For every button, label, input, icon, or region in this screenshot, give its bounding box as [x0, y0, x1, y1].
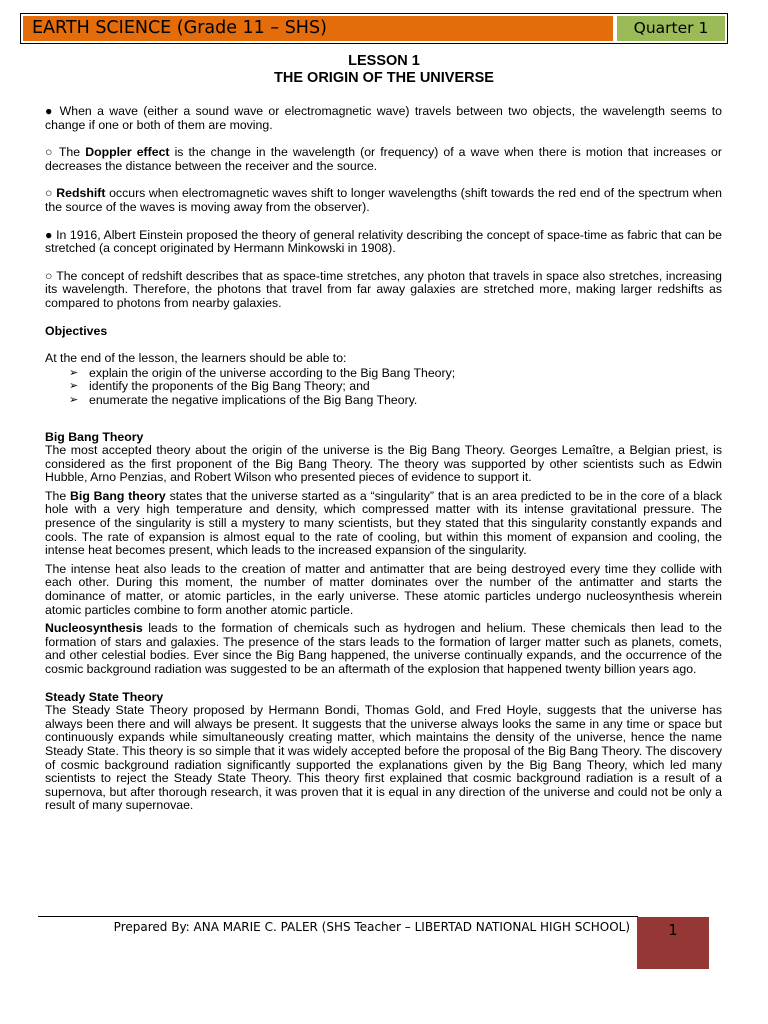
- big-bang-paragraph-4: Nucleosynthesis leads to the formation of chemicals such as hydrogen and helium. These chemicals then lead to the formation of stars and galaxies. The presence of the stars leads to the formation of larger matter such as planets, comets, and other celestial bodies. Ever since the Big Bang happened, the universe continually expands, and the occurrence of the cosmic background radiation was suggested to be an aftermath of the explosion that happened twenty billion years ago.: [45, 621, 722, 676]
- document-header: [20, 13, 728, 44]
- arrow-bullet-icon: ➢: [69, 380, 79, 393]
- page-number: 1: [637, 917, 709, 969]
- big-bang-heading: Big Bang Theory: [45, 429, 144, 444]
- objectives-lead: At the end of the lesson, the learners should be able to:: [45, 351, 347, 366]
- prepared-by: Prepared By: ANA MARIE C. PALER (SHS Teacher – LIBERTAD NATIONAL HIGH SCHOOL): [113, 920, 630, 934]
- term-nucleosynthesis: Nucleosynthesis: [45, 621, 143, 636]
- intro-paragraph-3: ○ Redshift occurs when electromagnetic waves shift to longer wavelengths (shift towards the red end of the spectrum when the source of the waves is moving away from the observer).: [45, 186, 722, 214]
- big-bang-paragraph-2: The Big Bang theory states that the universe started as a “singularity” that is an area predicted to be in the core of a black hole with a very high temperature and density, which compressed matter with its intense gravitational pressure. The presence of the singularity is still a mystery to many scientists, but they stated that this singularity constantly expands and cools. The rate of expansion is almost equal to the rate of cooling, but within this moment of expansion and cooling, the intense heat becomes present, which leads to the increased expansion of the singularity.: [45, 488, 723, 558]
- term-redshift: Redshift: [56, 186, 106, 201]
- arrow-bullet-icon: ➢: [69, 393, 79, 406]
- quarter-label: Quarter 1: [617, 16, 725, 41]
- intro-paragraph-4: ● In 1916, Albert Einstein proposed the theory of general relativity describing the concept of space-time as fabric that can be stretched (a concept originated by Hermann Minkowski in 1908).: [45, 227, 722, 256]
- bullet-hollow-icon: ○: [45, 186, 53, 201]
- subject-title: EARTH SCIENCE (Grade 11 – SHS): [23, 16, 613, 41]
- lesson-body: [45, 105, 722, 827]
- footer-divider: [38, 916, 638, 917]
- intro-paragraph-2: ○ The Doppler effect is the change in the wavelength (or frequency) of a wave when there is motion that increases or decreases the distance between the receiver and the source.: [45, 145, 722, 173]
- lesson-title: THE ORIGIN OF THE UNIVERSE: [274, 70, 494, 86]
- bullet-hollow-icon: ○: [45, 145, 55, 160]
- objectives-heading: Objectives: [45, 323, 108, 338]
- bullet-hollow-icon: ○: [45, 268, 53, 283]
- big-bang-paragraph-3: The intense heat also leads to the creation of matter and antimatter that are being destroyed every time they collide with each other. During this moment, the number of matter dominates over the number of the antimatter and starts the dominance of matter, or atomic particles, in the early universe. These atomic particles undergo nucleosynthesis wherein atomic particles combine to form another atomic particle.: [45, 561, 722, 617]
- bullet-filled-icon: ●: [45, 227, 53, 242]
- steady-state-paragraph: The Steady State Theory proposed by Hermann Bondi, Thomas Gold, and Fred Hoyle, suggests that the universe has always been there and will always be present. It suggests that the universe always looks the same in any time or space but continuously expands while simultaneously creating matter, which maintains the density of the universe, hence the name Steady State. This theory is so simple that it was widely accepted before the proposal of the Big Bang Theory. The discovery of cosmic background radiation significantly supported the explanations given by the Big Bang Theory, which led many scientists to reject the Steady State Theory. This theory first explained that cosmic background radiation is a result of a supernova, but after thorough research, it was proven that it is equal in any direction of the universe and could not be only a result of many supernovae.: [45, 703, 722, 813]
- bullet-filled-icon: ●: [45, 104, 55, 118]
- intro-paragraph-5: ○ The concept of redshift describes that as space-time stretches, any photon that travels in space also stretches, increasing its wavelength. Therefore, the photons that travel from far away galaxies are stretched more, making larger redshifts as compared to photons from nearby galaxies.: [45, 268, 722, 310]
- term-big-bang-theory: Big Bang theory: [70, 488, 166, 503]
- objective-item: ➢ identify the proponents of the Big Bang Theory; and: [69, 379, 370, 394]
- steady-state-heading: Steady State Theory: [45, 689, 164, 704]
- lesson-number: LESSON 1: [348, 53, 420, 69]
- objective-item: ➢ explain the origin of the universe according to the Big Bang Theory;: [69, 365, 456, 380]
- big-bang-paragraph-1: The most accepted theory about the origin of the universe is the Big Bang Theory. Georges Lemaître, a Belgian priest, is considered as the first proponent of the Big Bang Theory. The theory was supported by other scientists such as Edwin Hubble, Arno Penzias, and Robert Wilson who presented pieces of evidence to support it.: [45, 443, 722, 485]
- objective-item: ➢ enumerate the negative implications of the Big Bang Theory.: [69, 392, 418, 407]
- intro-paragraph-1: ● When a wave (either a sound wave or electromagnetic wave) travels between two objects, the wavelength seems to change if one or both of them are moving.: [45, 104, 722, 132]
- lesson-heading: [0, 53, 768, 87]
- term-doppler-effect: Doppler effect: [85, 145, 170, 160]
- arrow-bullet-icon: ➢: [69, 366, 79, 379]
- objectives-list: [45, 367, 722, 408]
